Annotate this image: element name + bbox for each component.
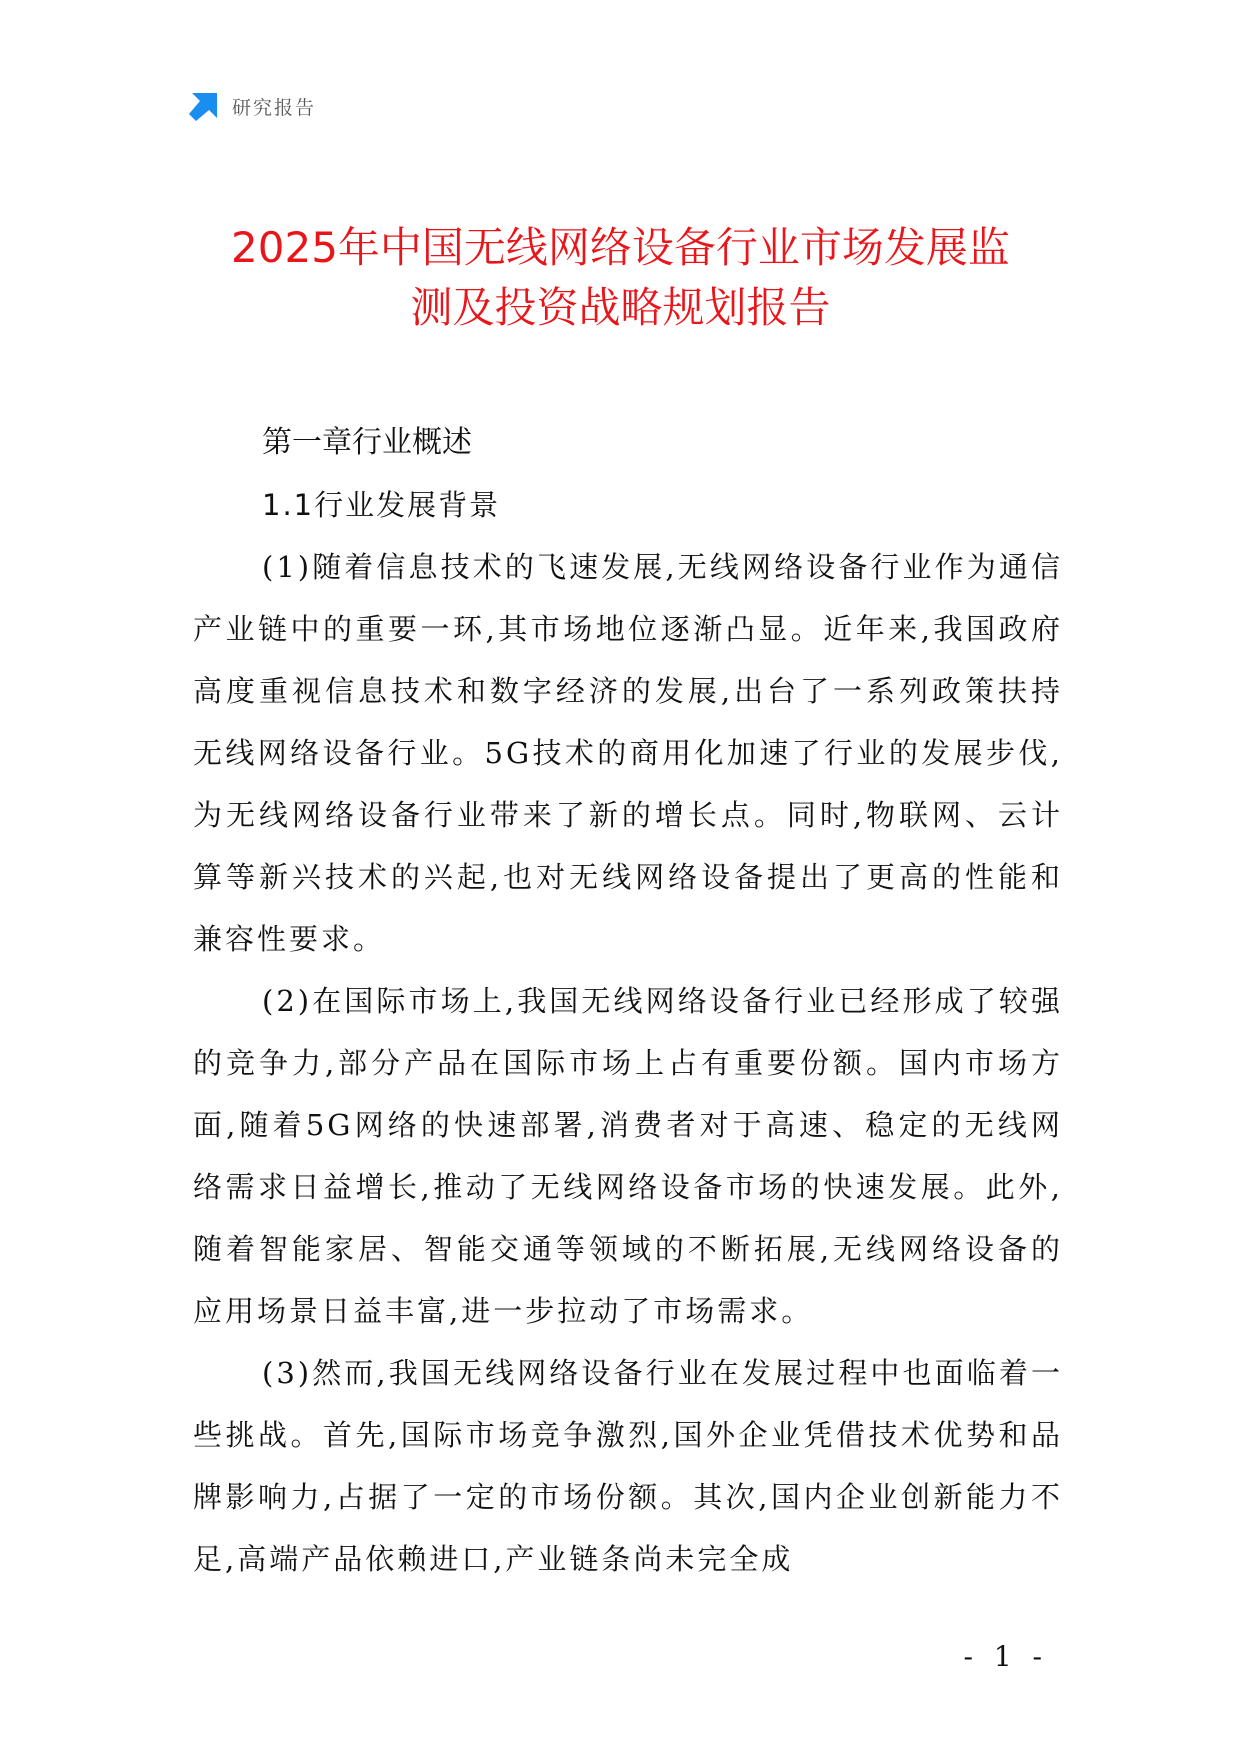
paragraph-3: (3)然而,我国无线网络设备行业在发展过程中也面临着一些挑战。首先,国际市场竞争激烈,国外企业凭借技术优势和品牌影响力,占据了一定的市场份额。其次,国内企业创新能力不足,高端产品依赖进口,产业链条尚未完全成 <box>193 1356 1063 1576</box>
brand-label: 研究报告 <box>232 96 317 119</box>
arrow-up-right-icon <box>188 90 220 122</box>
report-title <box>150 218 1091 338</box>
report-title-line-2: 测及投资战略规划报告 <box>410 283 831 332</box>
page-number: - 1 - <box>963 1640 1048 1673</box>
paragraph-2: (2)在国际市场上,我国无线网络设备行业已经形成了较强的竞争力,部分产品在国际市场上占有重要份额。国内市场方面,随着5G网络的快速部署,消费者对于高速、稳定的无线网络需求日益增长,推动了无线网络设备市场的快速发展。此外,随着智能家居、智能交通等领域的不断拓展,无线网络设备的应用场景日益丰富,进一步拉动了市场需求。 <box>193 984 1063 1328</box>
document-body <box>193 412 1063 1590</box>
section-heading: 1.1行业发展背景 <box>262 488 501 522</box>
report-title-line-1: 2025年中国无线网络设备行业市场发展监 <box>231 223 1010 272</box>
page-header <box>188 89 316 123</box>
paragraph-1: (1)随着信息技术的飞速发展,无线网络设备行业作为通信产业链中的重要一环,其市场地位逐渐凸显。近年来,我国政府高度重视信息技术和数字经济的发展,出台了一系列政策扶持无线网络设备行业。5G技术的商用化加速了行业的发展步伐,为无线网络设备行业带来了新的增长点。同时,物联网、云计算等新兴技术的兴起,也对无线网络设备提出了更高的性能和兼容性要求。 <box>193 550 1063 956</box>
chapter-heading: 第一章行业概述 <box>262 425 472 460</box>
